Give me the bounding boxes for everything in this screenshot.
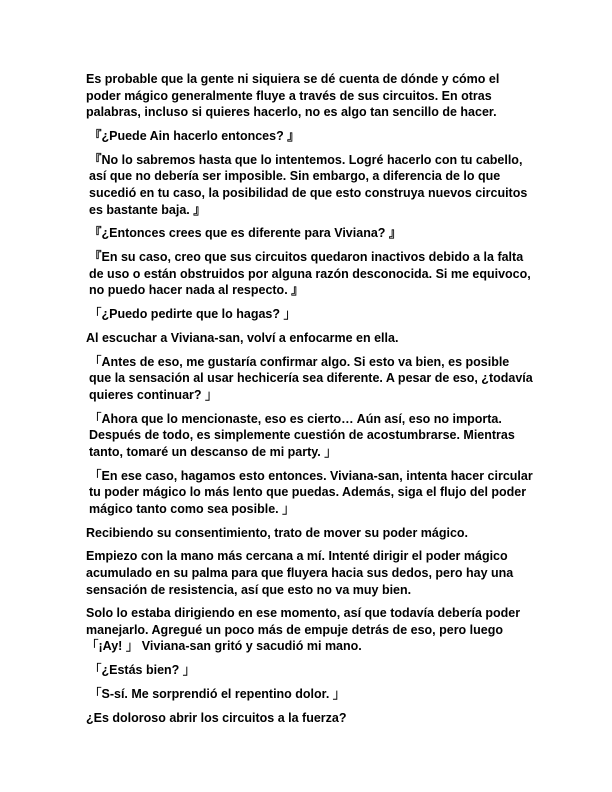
dialogue-paragraph: 「¿Puedo pedirte que lo hagas? 」 [89,307,296,322]
dialogue-paragraph: 「Ahora que lo mencionaste, eso es cierto… Aún así, eso no importa. Después de todo, es simplemente cuestión de acostumbrarse. Mientras tanto, tomaré un descanso de mi party. 」 [89,411,515,459]
paragraph: Empiezo con la mano más cercana a mí. Intenté dirigir el poder mágico acumulado en su palma para que fluyera hacia sus dedos, pero hay una sensación de resistencia, así que esto no va muy bien. [86,549,514,597]
paragraph: Al escuchar a Viviana-san, volví a enfocarme en ella. [86,330,399,345]
paragraph: Solo lo estaba dirigiendo en ese momento, así que todavía debería poder manejarlo. Agregué un poco más de empuje detrás de eso, pero luego「¡Ay! 」 Viviana-san gritó y sacudió mi mano. [86,606,521,654]
dialogue-paragraph: 「Antes de eso, me gustaría confirmar algo. Si esto va bien, es posible que la sensación al usar hechicería sea diferente. A pesar de eso, ¿todavía quieres continuar? 」 [89,354,533,402]
document-body [86,71,534,734]
dialogue-paragraph: 「S-sí. Me sorprendió el repentino dolor. 」 [89,687,346,702]
dialogue-paragraph: 『¿Puede Ain hacerlo entonces? 』 [89,128,300,143]
dialogue-paragraph: 『En su caso, creo que sus circuitos quedaron inactivos debido a la falta de uso o están obstruidos por alguna razón desconocida. Si me equivoco, no puedo hacer nada al respecto. 』 [89,250,531,298]
paragraph: Es probable que la gente ni siquiera se dé cuenta de dónde y cómo el poder mágico generalmente fluye a través de sus circuitos. En otras palabras, incluso si quieres hacerlo, no es algo tan sencillo de hacer. [86,72,500,120]
dialogue-paragraph: 『No lo sabremos hasta que lo intentemos. Logré hacerlo con tu cabello, así que no debería ser imposible. Sin embargo, a diferencia de lo que sucedió en tu caso, la posibilidad de que esto construya nuevos circuitos es bastante baja. 』 [89,152,528,217]
paragraph: Recibiendo su consentimiento, trato de mover su poder mágico. [86,525,469,540]
paragraph: ¿Es doloroso abrir los circuitos a la fuerza? [86,710,347,725]
dialogue-paragraph: 『¿Entonces crees que es diferente para Viviana? 』 [89,226,402,241]
dialogue-paragraph: 「¿Estás bien? 」 [89,663,196,678]
dialogue-paragraph: 「En ese caso, hagamos esto entonces. Viviana-san, intenta hacer circular tu poder mágico lo más lento que puedas. Además, siga el flujo del poder mágico tanto como sea posible. 」 [89,468,533,516]
